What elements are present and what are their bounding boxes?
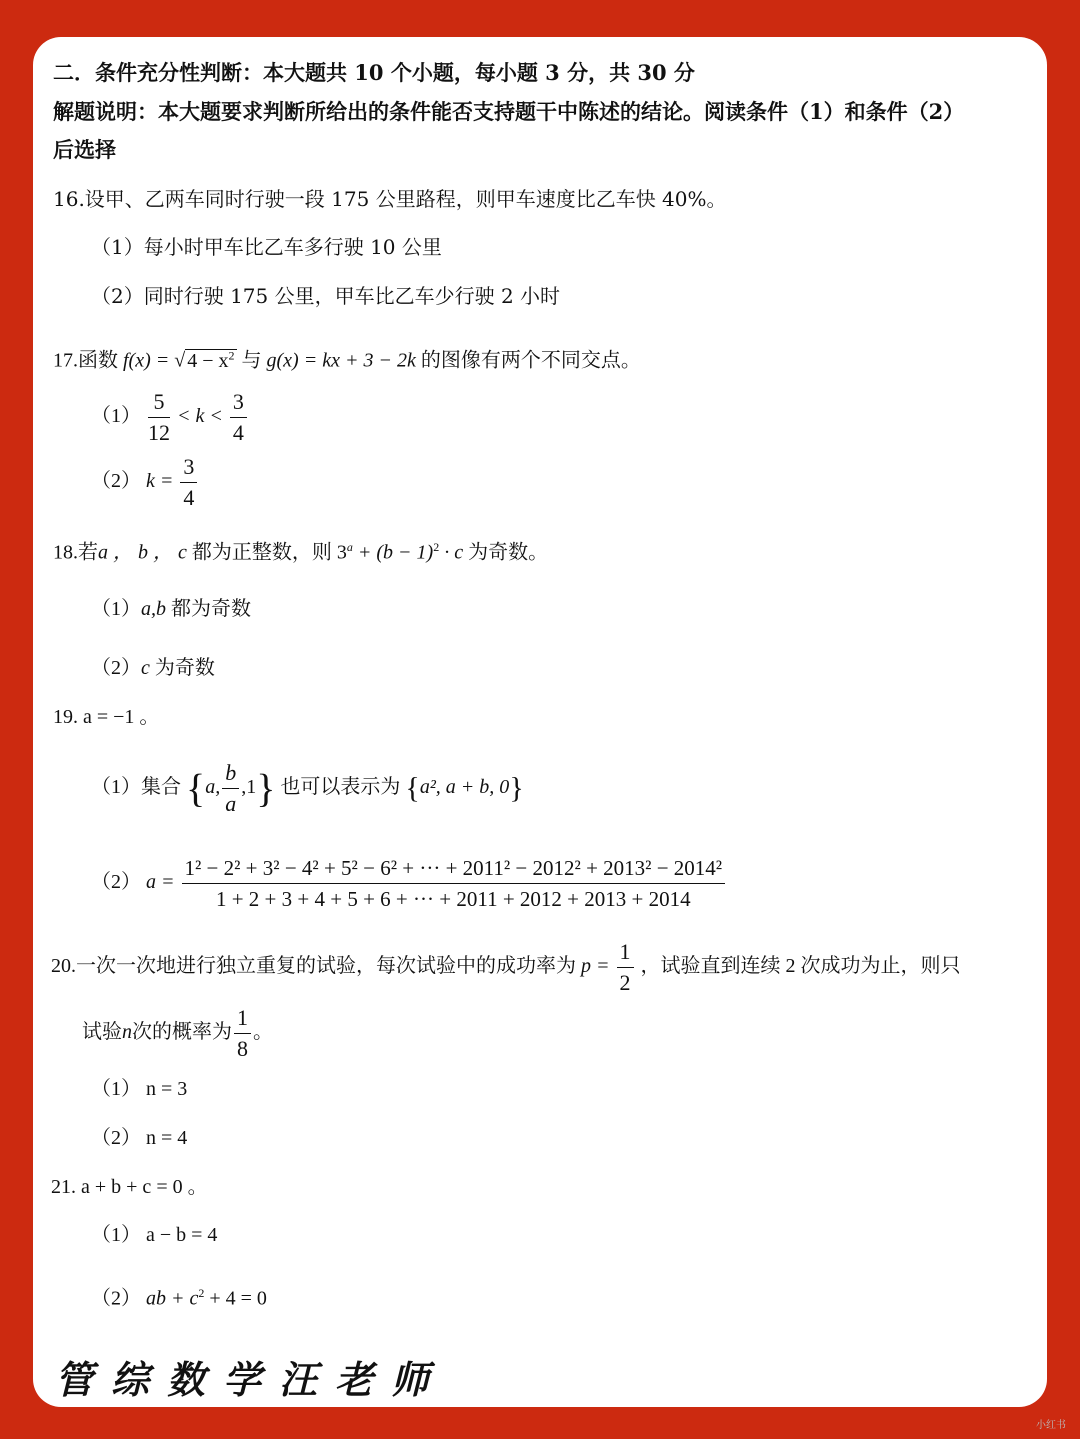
q20-n: n	[122, 1021, 132, 1044]
q18-c2-label: （2）	[91, 657, 141, 679]
q17-sqrt-sign: √	[174, 349, 186, 372]
q18-vars: a ， b ， c	[98, 541, 187, 564]
q18-c2-var: c	[141, 657, 150, 679]
q18-expr-rest: + (b − 1)	[352, 541, 434, 564]
q19-stem: 19. a = −1 。	[53, 706, 160, 728]
q17-c1-mid: < k <	[177, 405, 223, 428]
q20-stem-post: ，试验直到连续 2 次成功为止，则只	[640, 955, 961, 978]
q17-condition-2	[91, 452, 199, 513]
q19-c1-brace-open: {	[186, 765, 206, 811]
instructions-line-2: 后选择	[53, 137, 116, 162]
q19-condition-1	[91, 758, 524, 819]
q20-p: p =	[581, 955, 610, 978]
q18-stem: 18.若a ， b ， c 都为正整数，则 $3^a + (b - 1)^2 \cdot c$ 为奇数。	[53, 540, 549, 564]
q19-c1-mid: 也可以表示为	[280, 776, 401, 799]
q19-c1-brace-close: }	[256, 765, 276, 811]
q16-condition-1: （1）每小时甲车比乙车多行驶 10 公里	[91, 235, 442, 259]
q17-c2-frac	[180, 452, 197, 513]
q19-c2-label: （2）	[91, 871, 141, 894]
q20-line2-pre: 试验	[82, 1021, 122, 1044]
q19-c1-set-end: ,1	[241, 776, 257, 799]
q18-stem-mid: 都为正整数，则	[191, 541, 332, 564]
worksheet-card	[33, 37, 1047, 1407]
q18-c2-text: 为奇数	[154, 657, 215, 679]
q17-with: 与	[241, 349, 262, 372]
q21-stem: 21. a + b + c = 0 。	[51, 1176, 208, 1198]
section-heading: 二．条件充分性判断：本大题共 10 个小题，每小题 3 分，共 30 分	[53, 60, 695, 85]
q20-stem-line-1	[51, 937, 961, 998]
q19-c1-frac-num: b	[222, 758, 239, 789]
q17-c1-frac-b-num: 3	[230, 387, 247, 418]
q21-condition-1: （1） a − b = 4	[91, 1224, 218, 1246]
q19-c1-set2: a², a + b, 0	[419, 776, 510, 799]
author-signature: 管综数学汪老师	[55, 1357, 448, 1402]
q17-c2-frac-num: 3	[180, 452, 197, 483]
q20-stem-line-2	[82, 1003, 273, 1064]
q18-c1-label: （1）	[91, 598, 141, 620]
q20-prob-frac	[234, 1003, 251, 1064]
q20-p-frac-num: 1	[617, 937, 634, 968]
q18-expr-tail: · c	[439, 541, 464, 564]
q17-condition-1	[91, 387, 249, 448]
q20-prob-frac-den: 8	[237, 1036, 248, 1061]
q17-c1-frac-a-den: 12	[148, 420, 170, 445]
q18-c1-vars: a,b	[141, 598, 166, 620]
q17-c1-frac-a	[148, 387, 170, 448]
q19-c1-frac-den: a	[225, 791, 237, 816]
q20-condition-2: （2） n = 4	[91, 1127, 188, 1149]
q19-c1-brace2-close: }	[509, 771, 524, 805]
q20-p-frac-den: 2	[619, 970, 631, 995]
q20-condition-1: （1） n = 3	[91, 1078, 188, 1100]
q19-c1-brace2-open: {	[405, 771, 420, 805]
q21-c2-expr: ab + c	[146, 1287, 199, 1310]
q17-c1-frac-b	[230, 387, 247, 448]
instructions-line-1: 解题说明：本大题要求判断所给出的条件能否支持题干中陈述的结论。阅读条件（1）和条件（2）	[53, 99, 965, 124]
q17-c1-frac-b-den: 4	[232, 420, 244, 445]
q17-stem	[53, 341, 641, 375]
q19-c2-frac-num: 1² − 2² + 3² − 4² + 5² − 6² + ··· + 2011² − 2012² + 2013² − 2014²	[182, 853, 726, 884]
q18-number: 18.若	[53, 541, 98, 564]
watermark: 小红书	[1036, 1420, 1066, 1431]
q19-c2-frac	[182, 853, 726, 914]
q17-g: g(x) = kx + 3 − 2k	[266, 349, 416, 372]
q17-radicand-text: 4 − x	[187, 349, 229, 372]
q19-c1-frac	[222, 758, 239, 819]
q18-stem-tail: 为奇数。	[468, 541, 549, 564]
q19-c2-frac-den: 1 + 2 + 3 + 4 + 5 + 6 + ··· + 2011 + 2012 + 2013 + 2014	[215, 887, 691, 911]
q16-condition-2: （2）同时行驶 175 公里，甲车比乙车少行驶 2 小时	[91, 284, 561, 308]
q20-prob-frac-num: 1	[234, 1003, 251, 1034]
q21-c2-label: （2）	[91, 1287, 141, 1310]
q16-stem: 16.设甲、乙两车同时行驶一段 175 公里路程，则甲车速度比乙车快 40%。	[53, 187, 727, 211]
q17-tail: 的图像有两个不同交点。	[420, 349, 641, 372]
q20-line2-mid: 次的概率为	[132, 1021, 232, 1044]
q17-f-lhs: f(x) =	[123, 349, 170, 372]
q21-c2-tail: + 4 = 0	[204, 1287, 267, 1310]
q17-radicand: $4 - x^2$	[187, 348, 235, 372]
q18-c1-text: 都为奇数	[171, 598, 251, 620]
q17-c1-frac-a-num: 5	[148, 387, 170, 418]
q19-c2-lhs: a =	[146, 871, 175, 894]
q17-number: 17.函数	[53, 349, 118, 372]
q21-condition-2: （2） ab + $c^2 + 4 = 0$	[91, 1286, 267, 1310]
q19-condition-2	[91, 853, 727, 914]
q17-c2-frac-den: 4	[183, 485, 195, 510]
q17-c2-lhs: k =	[146, 470, 174, 493]
q17-c1-label: （1）	[91, 405, 141, 428]
q18-expr-base: 3	[336, 541, 347, 564]
q18-condition-2	[91, 654, 215, 682]
q19-c1-set-a: a,	[205, 776, 221, 799]
q20-line2-end: 。	[253, 1021, 273, 1044]
q20-p-frac	[617, 937, 634, 998]
q20-stem-pre: 20.一次一次地进行独立重复的试验，每次试验中的成功率为	[51, 955, 576, 978]
q18-condition-1	[91, 595, 251, 623]
q19-c1-label: （1）集合	[91, 776, 181, 799]
q17-c2-label: （2）	[91, 470, 141, 493]
